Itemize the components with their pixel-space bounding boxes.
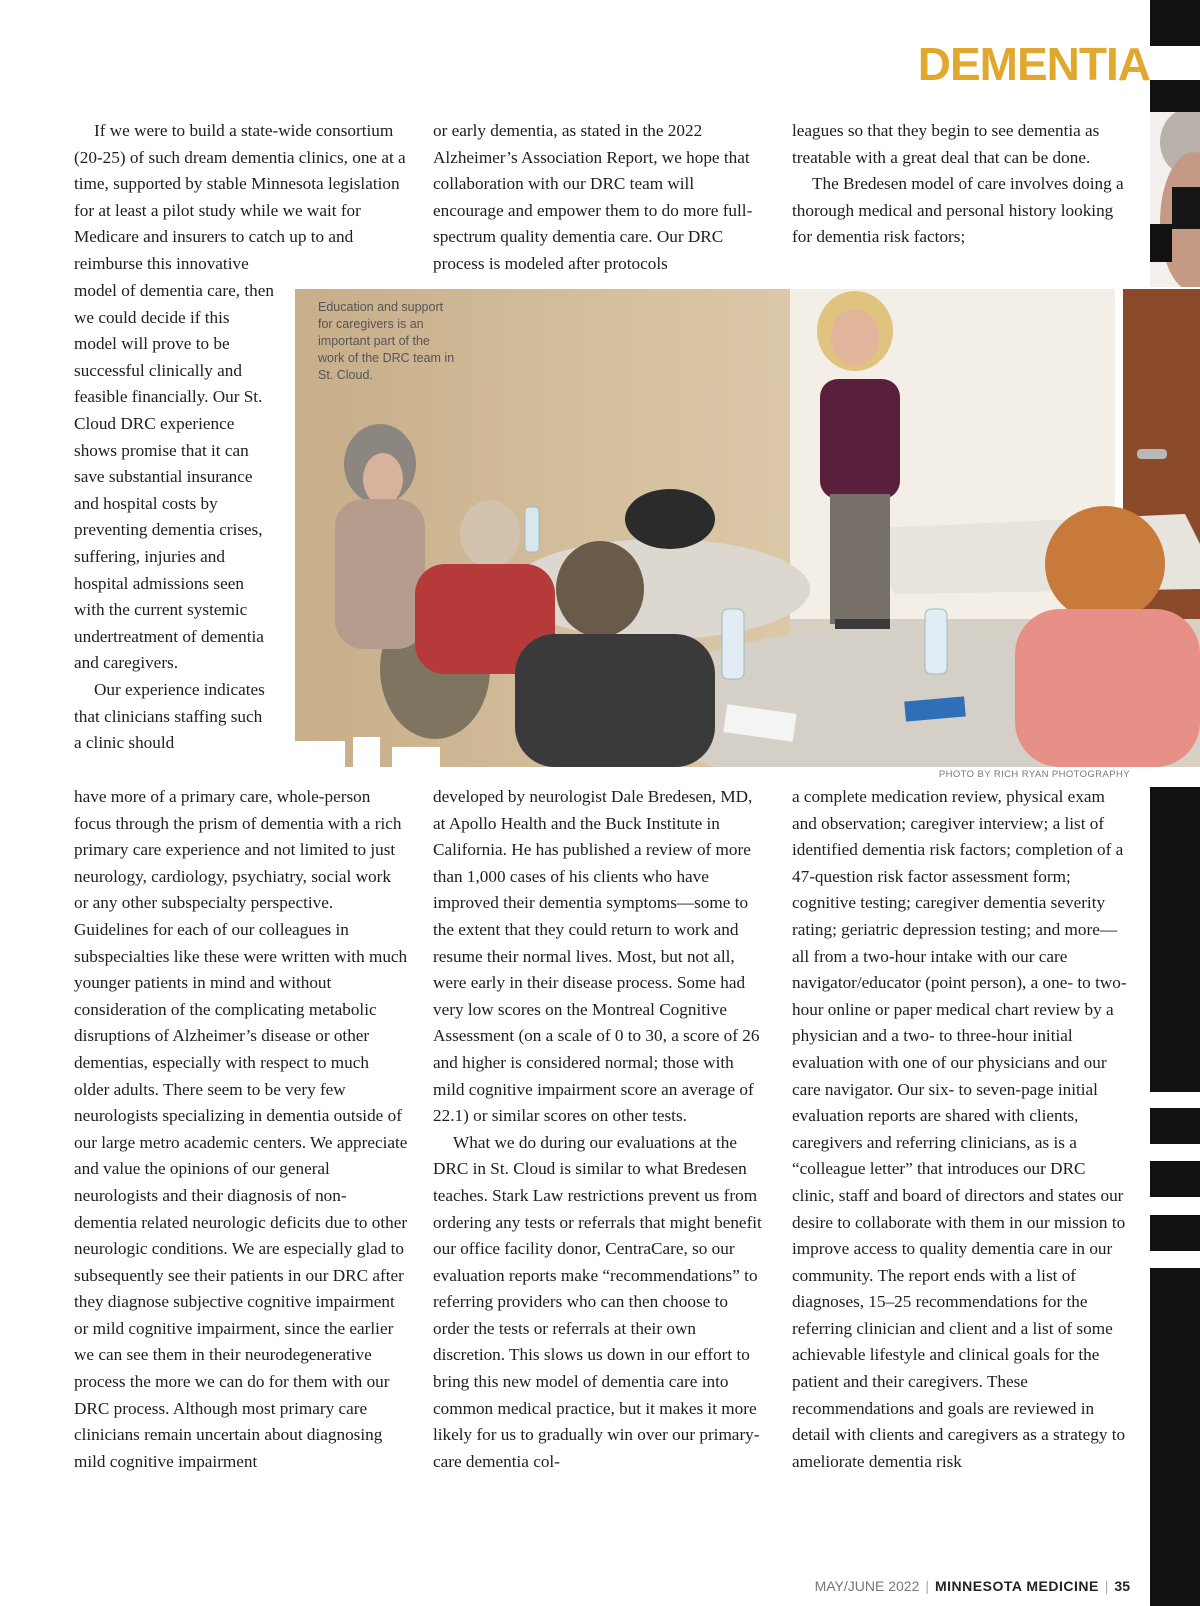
paragraph: What we do during our evaluations at the DRC in St. Cloud is similar to what Bredesen teaches. Stark Law restrictions prevent us from ordering any tests or referrals that might benefit our office facility donor, CentraCare, so our evaluation reports make “recommendations” to referring providers who can then choose to order the tests or referrals at their own discretion. This slows us down in our effort to bring this new model of dementia care into common medical practice, but it makes it more likely for us to gradually win over our primary-care dementia col- bbox=[433, 1132, 762, 1471]
column-3-bottom bbox=[792, 784, 1132, 1475]
column-1-narrow bbox=[74, 278, 274, 757]
photo-credit: PHOTO BY RICH RYAN PHOTOGRAPHY bbox=[938, 769, 1130, 780]
page-number: 35 bbox=[1114, 1578, 1130, 1594]
paragraph: If we were to build a state-wide consortium (20-25) of such dream dementia clinics, one at a time, supported by stable Minnesota legislation for at least a pilot study while we wait for Medicare and insurers to catch up to and reimburse this innovative bbox=[74, 121, 406, 273]
column-1-top bbox=[74, 118, 408, 278]
edge-bar-block-3 bbox=[1150, 1215, 1200, 1251]
section-title: DEMENTIA bbox=[917, 38, 1150, 90]
footer-divider: | bbox=[925, 1578, 929, 1594]
paragraph: Our experience indicates that clinicians staffing such a clinic should bbox=[74, 679, 265, 753]
page-footer bbox=[815, 1578, 1130, 1594]
column-2-bottom bbox=[433, 784, 767, 1475]
edge-bar-upper bbox=[1150, 80, 1200, 112]
paragraph: model of dementia care, then we could decide if this model will prove to be successful clinically and feasible financially. Our St. Cloud DRC experience shows promise that it can save substantial insurance and hospital costs by preventing dementia crises, suffering, injuries and hospital admissions seen with the current systemic undertreatment of dementia and caregivers. bbox=[74, 281, 274, 673]
paragraph: a complete medication review, physical exam and observation; caregiver interview; a list of identified dementia risk factors; completion of a 47-question risk factor assessment form; cognitive testing; caregiver dementia severity rating; geriatric depression testing; and more—all from a two-hour intake with our care navigator/educator (point person), a one- to two-hour online or paper medical chart review by a physician and a two- to three-hour initial evaluation with one of our physicians and our care navigator. Our six- to seven-page initial evaluation reports are shared with clients, caregivers and referring clinicians, as is a “colleague letter” that introduces our DRC clinic, staff and board of directors and states our desire to collaborate with them in our mission to improve access to quality dementia care in our community. The report ends with a list of diagnoses, 15–25 recommendations for the referring clinician and client and a list of some achievable lifestyle and clinical goals for the patient and their caregivers. These recommendations and goals are reviewed in detail with clients and caregivers as a strategy to ameliorate dementia risk bbox=[792, 787, 1127, 1471]
column-3-top bbox=[792, 118, 1126, 251]
edge-bar-top bbox=[1150, 0, 1200, 46]
column-1-bottom bbox=[74, 784, 408, 1475]
issue-date: MAY/JUNE 2022 bbox=[814, 1578, 920, 1594]
column-2-top bbox=[433, 118, 767, 278]
edge-bar-bottom bbox=[1150, 1268, 1200, 1606]
paragraph: have more of a primary care, whole-person focus through the prism of dementia with a rich primary care experience and not limited to just neurology, cardiology, psychiatry, social work or any other subspecialty perspective. Guidelines for each of our colleagues in subspecialties like these were written with much younger patients in mind and without consideration of the complicating metabolic disruptions of Alzheimer’s disease or other dementias, especially with respect to much older adults. There seem to be very few neurologists specializing in dementia outside of our large metro academic centers. We appreciate and value the opinions of our general neurologists and their diagnosis of non-dementia related neurologic deficits due to other neurologic conditions. We are especially glad to subsequently see their patients in our DRC after they diagnose subjective cognitive impairment or mild cognitive impairment, since the earlier we can see them in their neurodegenerative process the more we can do for them with our DRC process. Although most primary care clinicians remain uncertain about diagnosing mild cognitive impairment bbox=[74, 787, 408, 1471]
edge-bar-block-2 bbox=[1150, 1161, 1200, 1197]
paragraph: The Bredesen model of care involves doing a thorough medical and personal history looking for dementia risk factors; bbox=[792, 174, 1124, 247]
footer-divider: | bbox=[1104, 1578, 1109, 1594]
edge-bar-mid bbox=[1150, 787, 1200, 1092]
paragraph: leagues so that they begin to see dementia as treatable with a great deal that can be done. bbox=[792, 121, 1100, 167]
photo-caption: Education and support for caregivers is an important part of the work of the DRC team in St. Cloud. bbox=[318, 300, 455, 382]
edge-bar-block-1 bbox=[1150, 1108, 1200, 1144]
paragraph: developed by neurologist Dale Bredesen, MD, at Apollo Health and the Buck Institute in California. He has published a review of more than 1,000 cases of his clients who have improved their dementia symptoms—some to the extent that they could return to work and resume their normal lives. Most, but not all, were early in their disease process. Some had very low scores on the Montreal Cognitive Assessment (on a scale of 0 to 30, a score of 26 and higher is considered normal; those with mild cognitive impairment score an average of 22.1) or similar scores on other tests. bbox=[433, 787, 760, 1126]
edge-face-photo bbox=[1150, 112, 1200, 287]
magazine-name: MINNESOTA MEDICINE bbox=[935, 1578, 1099, 1594]
paragraph: or early dementia, as stated in the 2022 Alzheimer’s Association Report, we hope that collaboration with our DRC team will encourage and empower them to do more full-spectrum quality dementia care. Our DRC process is modeled after protocols bbox=[433, 121, 753, 273]
